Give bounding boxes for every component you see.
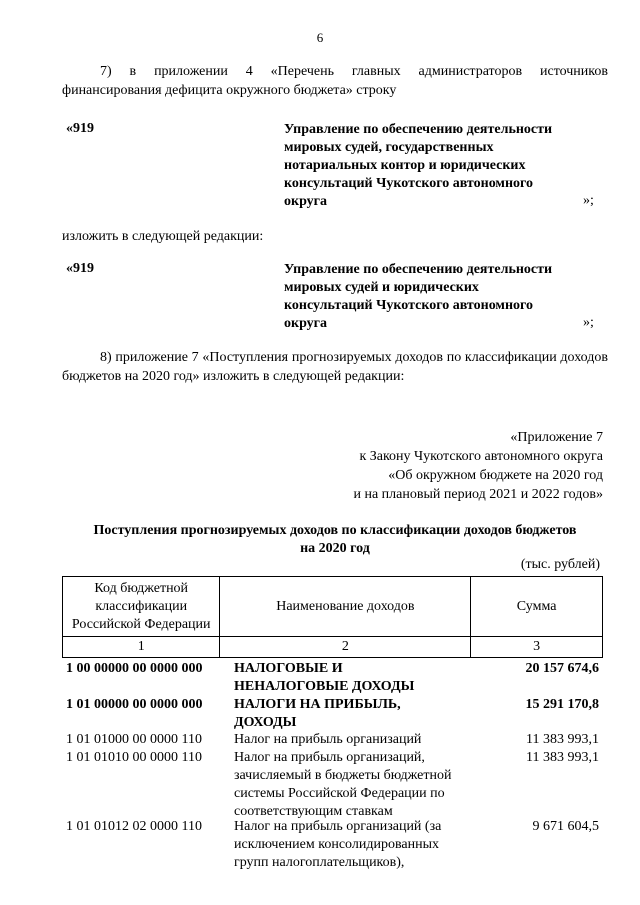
row-name-line: Налог на прибыль организаций, — [234, 750, 425, 765]
row-sum: 11 383 993,1 — [526, 732, 599, 747]
row-name-line: ДОХОДЫ — [234, 715, 297, 730]
new-row-closing: »; — [583, 315, 594, 330]
row-name-line: зачисляемый в бюджеты бюджетной — [234, 768, 452, 783]
col-number: 1 — [63, 637, 220, 658]
row-code: 1 01 01010 00 0000 110 — [66, 750, 202, 765]
column-number-row — [63, 637, 603, 658]
row-name — [234, 696, 484, 732]
item8-paragraph: 8) приложение 7 «Поступления прогнозируемых доходов по классификации доходов бюджетов на 2020 год» изложить в следующей редакции: — [62, 350, 608, 384]
row-name-line: групп налогоплательщиков), — [234, 855, 405, 870]
appendix-line: к Закону Чукотского автономного округа — [359, 449, 603, 464]
old-row-name-line: консультаций Чукотского автономного — [284, 176, 534, 191]
header-code — [63, 577, 220, 637]
table-header-row — [63, 577, 603, 637]
header-code-line: Код бюджетной — [94, 580, 189, 596]
table-title-line: на 2020 год — [300, 541, 370, 556]
row-name-line: соответствующим ставкам — [234, 804, 393, 819]
old-row-name-line: Управление по обеспечению деятельности — [284, 122, 553, 137]
row-code: 1 01 00000 00 0000 000 — [66, 697, 203, 712]
old-row-name-line: округа — [284, 194, 328, 209]
row-name-line: исключением консолидированных — [234, 837, 439, 852]
row-code: 1 00 00000 00 0000 000 — [66, 661, 203, 676]
row-name — [234, 731, 484, 749]
appendix-line: «Об окружном бюджете на 2020 год — [388, 468, 603, 483]
page-number: 6 — [316, 30, 324, 45]
header-code-line: Российской Федерации — [71, 616, 211, 632]
item7-paragraph: 7) в приложении 4 «Перечень главных администраторов источников финансирования дефицита окружного бюджета» строку — [62, 64, 608, 98]
income-table-header — [62, 576, 603, 658]
row-name-line: Налог на прибыль организаций (за — [234, 819, 442, 834]
row-name-line: НАЛОГИ НА ПРИБЫЛЬ, — [234, 697, 401, 712]
row-code: 1 01 01000 00 0000 110 — [66, 732, 202, 747]
row-name-line: НАЛОГОВЫЕ И — [234, 661, 343, 676]
row-name — [234, 818, 484, 872]
row-name-line: Налог на прибыль организаций — [234, 732, 422, 747]
row-sum: 9 671 604,5 — [532, 819, 599, 834]
old-row-closing: »; — [583, 193, 594, 208]
new-row-name-line: округа — [284, 316, 328, 331]
header-name: Наименование доходов — [220, 577, 471, 637]
new-row-name-line: мировых судей и юридических — [284, 280, 479, 295]
row-sum: 15 291 170,8 — [525, 697, 599, 712]
row-sum: 20 157 674,6 — [525, 661, 599, 676]
old-row-name-line: нотариальных контор и юридических — [284, 158, 526, 173]
old-row-code: «919 — [66, 121, 94, 136]
row-name-line: НЕНАЛОГОВЫЕ ДОХОДЫ — [234, 679, 415, 694]
row-name — [234, 660, 484, 696]
old-row-name-line: мировых судей, государственных — [284, 140, 494, 155]
table-title-line: Поступления прогнозируемых доходов по классификации доходов бюджетов — [93, 523, 577, 538]
row-code: 1 01 01012 02 0000 110 — [66, 819, 202, 834]
row-name — [234, 749, 484, 821]
new-row-name-line: консультаций Чукотского автономного — [284, 298, 534, 313]
new-row-code: «919 — [66, 261, 94, 276]
replace-text: изложить в следующей редакции: — [62, 229, 264, 244]
table-title — [62, 522, 608, 558]
row-name-line: системы Российской Федерации по — [234, 786, 445, 801]
row-sum: 11 383 993,1 — [526, 750, 599, 765]
units-label: (тыс. рублей) — [520, 557, 600, 572]
appendix-reference — [353, 428, 603, 504]
appendix-line: «Приложение 7 — [510, 430, 603, 445]
col-number: 3 — [471, 637, 603, 658]
header-code-line: классификации — [95, 598, 188, 614]
new-row-name-line: Управление по обеспечению деятельности — [284, 262, 553, 277]
header-sum: Сумма — [471, 577, 603, 637]
old-row-name — [284, 121, 584, 211]
new-row-name — [284, 261, 584, 333]
col-number: 2 — [220, 637, 471, 658]
appendix-line: и на плановый период 2021 и 2022 годов» — [353, 487, 603, 502]
